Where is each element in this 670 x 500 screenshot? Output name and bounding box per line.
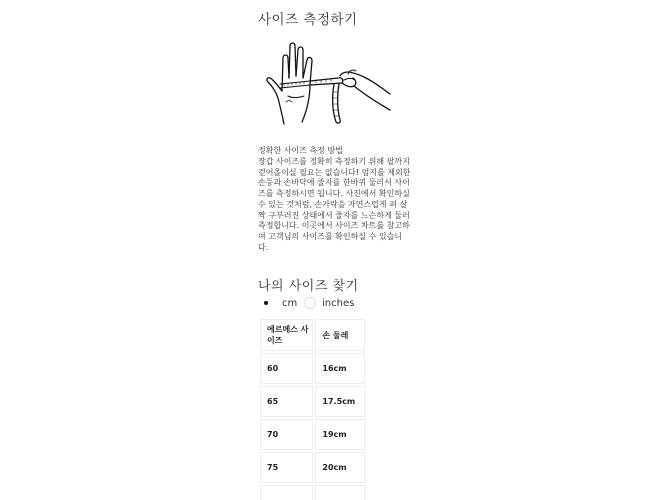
column-header-hermes-size: 에르메스 사이즈 — [260, 319, 313, 351]
instruction-line: 손등과 손바닥에 줄자를 한바퀴 둘러서 사이 — [258, 178, 410, 188]
instruction-line: 여 고객님의 사이즈를 확인하실 수 있습니 — [258, 231, 403, 241]
instruction-line: 즈를 측정하시면 됩니다. 사진에서 확인하실 — [258, 189, 410, 199]
size-cell: 60 — [260, 353, 313, 384]
unit-option-inches[interactable] — [304, 294, 354, 312]
unit-label-cm: cm — [282, 297, 298, 309]
unit-option-cm[interactable] — [260, 294, 297, 312]
instruction-line: 걷어올이실 필요는 없습니다! 엄지를 제외한 — [258, 167, 411, 177]
circumference-cell: 20cm — [315, 452, 365, 483]
table-row — [260, 452, 365, 483]
size-cell — [260, 485, 313, 500]
radio-selected-icon[interactable] — [260, 297, 272, 309]
size-chart-table — [258, 317, 367, 500]
table-header-row — [260, 319, 365, 351]
size-finder-title: 나의 사이즈 찾기 — [258, 279, 359, 294]
size-cell: 65 — [260, 386, 313, 417]
instruction-line: 장갑 사이즈를 정확히 측정하기 위해 팔까지 — [258, 157, 410, 166]
table-row — [260, 419, 365, 450]
measure-instructions-heading: 정확한 사이즈 측정 방법 — [258, 146, 343, 155]
hand-measuring-tape-illustration — [258, 36, 398, 136]
instruction-line: 수 있는 것처럼, 손가락을 자연스럽게 펴 살 — [258, 199, 408, 209]
circumference-cell — [315, 485, 365, 500]
radio-unselected-icon[interactable] — [304, 297, 316, 309]
table-row — [260, 353, 365, 384]
size-cell: 75 — [260, 452, 313, 483]
instruction-line: 측정합니다. 이곳에서 사이즈 차트를 참고하 — [258, 221, 410, 231]
unit-label-inches: inches — [322, 297, 355, 309]
circumference-cell: 16cm — [315, 353, 365, 384]
measure-title: 사이즈 측정하기 — [258, 12, 358, 28]
measure-instructions-body — [258, 157, 418, 253]
instruction-line: 다. — [258, 242, 269, 252]
table-row — [260, 485, 365, 500]
table-row — [260, 386, 365, 417]
circumference-cell: 17.5cm — [315, 386, 365, 417]
circumference-cell: 19cm — [315, 419, 365, 450]
instruction-line: 짝 구부러진 상태에서 줄자를 느슨하게 둘러 — [258, 210, 410, 220]
column-header-hand-circumference: 손 둘레 — [315, 319, 365, 351]
size-cell: 70 — [260, 419, 313, 450]
unit-selector — [258, 294, 398, 312]
